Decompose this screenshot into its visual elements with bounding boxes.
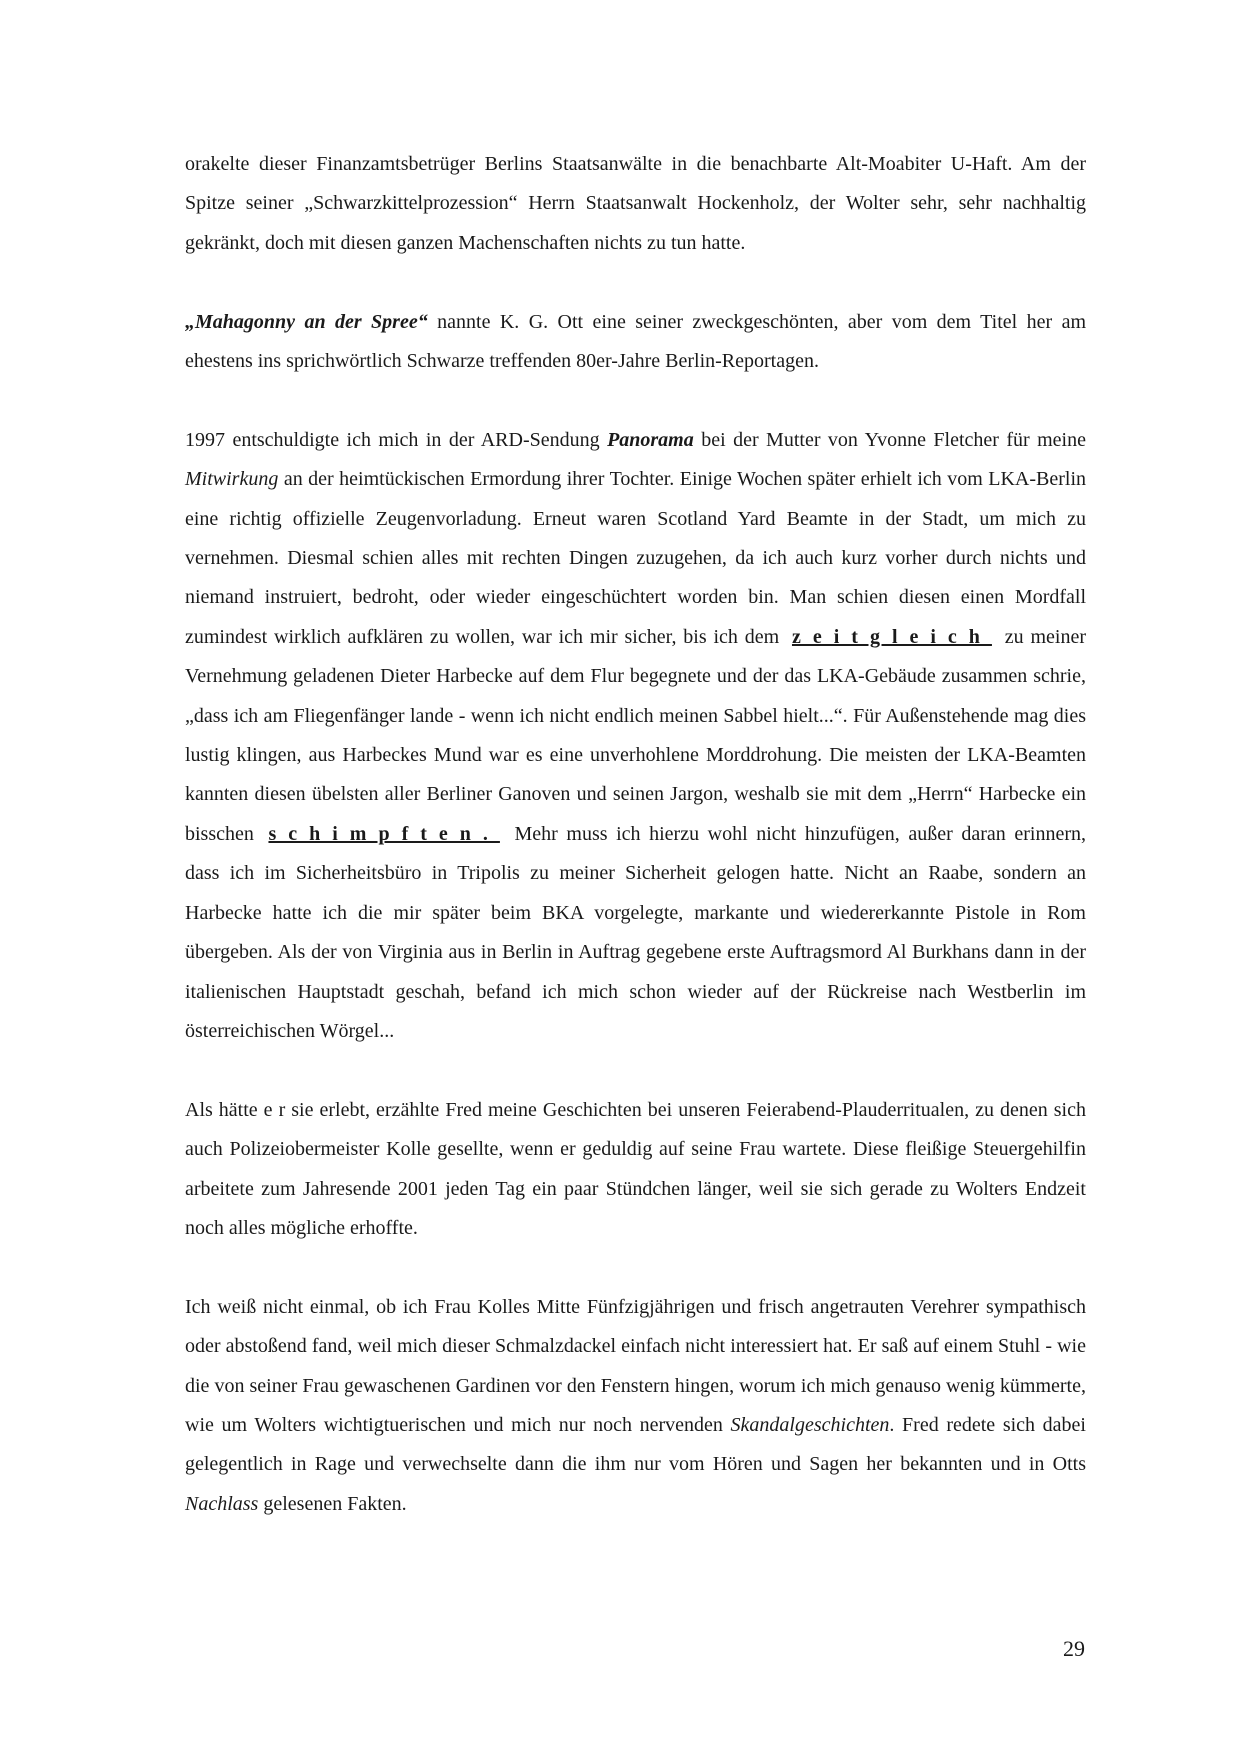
body-text [185,145,1086,1524]
spaced-emphasis: zeitgleich [791,625,992,648]
emphasis-text: Mitwirkung [185,468,279,491]
tv-show-title: Panorama [607,428,694,451]
paragraph-3 [185,421,1086,1052]
paragraph-1 [185,145,1086,263]
paragraph-4 [185,1091,1086,1249]
page-number: 29 [1063,1636,1085,1661]
paragraph-text: . Fred redete sich dabei gelegentlich in Rage und verwechselte dann die ihm nur vom Hören und Sagen her bekannten und in Otts [185,1413,1086,1476]
paragraph-5 [185,1288,1086,1524]
paragraph-text: orakelte dieser Finanzamtsbetrüger Berlins Staatsanwälte in die benachbarte Alt-Moabiter U-Haft. Am der Spitze seiner „Schwarzkittelprozession“ Herrn Staatsanwalt Hockenholz, der Wolter sehr, sehr nachhaltig gekränkt, doch mit diesen ganzen Machenschaften nichts zu tun hatte. [185,153,1086,254]
paragraph-text: Als hätte e r sie erlebt, erzählte Fred meine Geschichten bei unseren Feierabend-Plauderritualen, zu denen sich auch Polizeiobermeister Kolle gesellte, wenn er geduldig auf seine Frau wartete. Diese fleißige Steuergehilfin arbeitete zum Jahresende 2001 jeden Tag ein paar Stündchen länger, weil sie sich gerade zu Wolters Endzeit noch alles mögliche erhoffte. [185,1098,1086,1239]
paragraph-text: gelesenen Fakten. [258,1492,407,1515]
paragraph-text: bei der Mutter von Yvonne Fletcher für meine [693,428,1086,451]
paragraph-text: Ich weiß nicht einmal, ob ich Frau Kolles Mitte Fünfzigjährigen und frisch angetrauten Verehrer sympathisch oder abstoßend fand, weil mich dieser Schmalzdackel einfach nicht interessiert hat. Er saß auf einem Stuhl - wie die von seiner Frau gewaschenen Gardinen vor den Fenstern hingen, worum ich mich genauso wenig kümmerte, wie um Wolters wichtigtuerischen und mich nur noch nervenden [185,1295,1086,1436]
paragraph-text: zu meiner Vernehmung geladenen Dieter Harbecke auf dem Flur begegnete und der das LKA-Gebäude zusammen schrie, „dass ich am Fliegenfänger lande - wenn ich nicht endlich meinen Sabbel hielt...“. Für Außenstehende mag dies lustig klingen, aus Harbeckes Mund war es eine unverhohlene Morddrohung. Die meisten der LKA-Beamten kannten diesen übelsten aller Berliner Ganoven und seinen Jargon, weshalb sie mit dem „Herrn“ Harbecke ein bisschen [185,625,1086,845]
paragraph-text: 1997 entschuldigte ich mich in der ARD-Sendung [185,428,608,451]
spaced-emphasis: schimpften. [268,822,500,845]
emphasis-text: Skandalgeschichten [730,1413,890,1436]
paragraph-text: nannte K. G. Ott eine seiner zweckgeschönten, aber vom dem Titel her am ehestens ins sprichwörtlich Schwarze treffenden 80er-Jahre Berlin-Reportagen. [185,310,1087,373]
paragraph-2 [185,303,1086,382]
emphasis-text: Nachlass [185,1492,259,1515]
report-title: „Mahagonny an der Spree“ [185,310,428,333]
paragraph-text: Mehr muss ich hierzu wohl nicht hinzufügen, außer daran erinnern, dass ich im Sicherheitsbüro in Tripolis zu meiner Sicherheit gelogen hatte. Nicht an Raabe, sondern an Harbecke hatte ich die mir später beim BKA vorgelegte, markante und wiedererkannte Pistole in Rom übergeben. Als der von Virginia aus in Berlin in Auftrag gegebene erste Auftragsmord Al Burkhans dann in der italienischen Hauptstadt geschah, befand ich mich schon wieder auf der Rückreise nach Westberlin im österreichischen Wörgel... [185,822,1086,1042]
paragraph-text: an der heimtückischen Ermordung ihrer Tochter. Einige Wochen später erhielt ich vom LKA-Berlin eine richtig offizielle Zeugenvorladung. Erneut waren Scotland Yard Beamte in der Stadt, um mich zu vernehmen. Diesmal schien alles mit rechten Dingen zuzugehen, da ich auch kurz vorher durch nichts und niemand instruiert, bedroht, oder wieder eingeschüchtert worden bin. Man schien diesen einen Mordfall zumindest wirklich aufklären zu wollen, war ich mir sicher, bis ich dem [185,468,1086,648]
